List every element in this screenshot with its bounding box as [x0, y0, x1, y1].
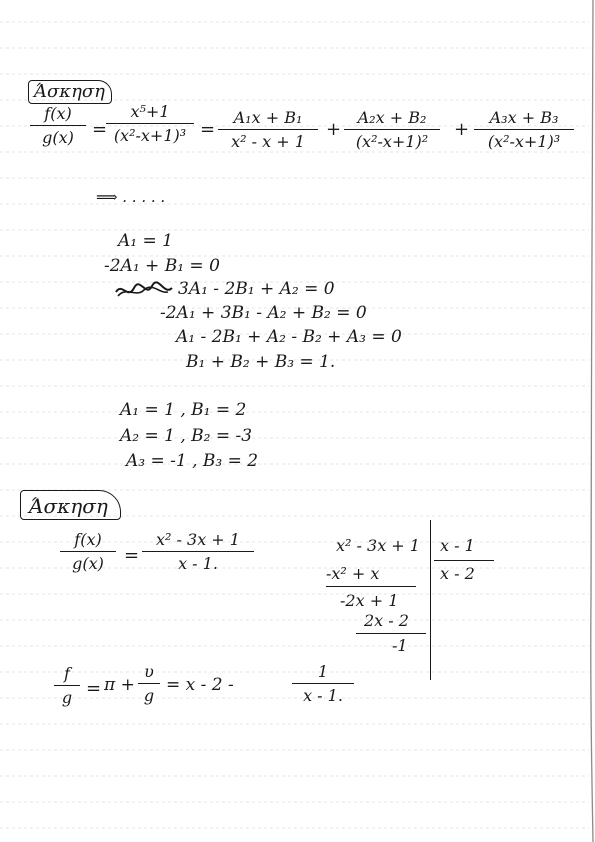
division-divisor: x - 1	[440, 536, 475, 555]
divisor-underline	[434, 560, 494, 561]
equals-sign: =	[200, 119, 216, 140]
s2-rhs-denominator: x - 1.	[178, 554, 218, 573]
result-polynomial: = x - 2 -	[166, 675, 234, 695]
s2-rhs-fraction	[142, 532, 254, 572]
solution-2: A₂ = 1 , B₂ = -3	[120, 426, 253, 446]
division-step-1: -x² + x	[326, 564, 380, 583]
exercise-1-heading: Άσκηση	[28, 80, 112, 104]
implies-arrow: ⟹ . . . . .	[96, 188, 166, 206]
equals-sign: =	[92, 119, 108, 140]
s1-term-2-numerator: A₂x + B₂	[357, 108, 427, 127]
s1-term-3-numerator: A₃x + B₃	[489, 108, 559, 127]
system-eq-4: -2A₁ + 3B₁ - A₂ + B₂ = 0	[160, 303, 367, 323]
s1-term-1-denominator: x² - x + 1	[231, 132, 305, 151]
division-rule-2	[356, 633, 426, 634]
fraction-bar	[474, 129, 574, 130]
plus-sign: +	[326, 119, 342, 140]
s1-term-3-denominator: (x²-x+1)³	[487, 132, 561, 151]
system-eq-1: A₁ = 1	[118, 231, 173, 251]
s1-rhs-denominator: (x²-x+1)³	[113, 126, 187, 145]
result-remainder-fraction	[292, 664, 354, 704]
fraction-bar	[60, 551, 116, 552]
s2-lhs-denominator: g(x)	[72, 554, 104, 573]
division-remainder: -1	[392, 636, 408, 655]
s1-rhs-numerator: x⁵+1	[130, 102, 170, 121]
result-lhs-fraction	[54, 666, 80, 706]
fraction-bar	[106, 123, 194, 124]
s1-lhs-denominator: g(x)	[42, 128, 74, 147]
fraction-bar	[30, 125, 86, 126]
scribble-mark	[114, 280, 174, 302]
s1-lhs-numerator: f(x)	[44, 104, 72, 123]
system-eq-5: A₁ - 2B₁ + A₂ - B₂ + A₃ = 0	[176, 327, 402, 347]
division-dividend: x² - 3x + 1	[336, 536, 420, 555]
system-eq-6: B₁ + B₂ + B₃ = 1.	[186, 352, 336, 372]
division-quotient: x - 2	[440, 564, 475, 583]
fraction-bar	[344, 129, 440, 130]
s2-lhs-numerator: f(x)	[74, 530, 102, 549]
fraction-bar	[142, 551, 254, 552]
s2-rhs-numerator: x² - 3x + 1	[156, 530, 240, 549]
result-mid-prefix: π +	[104, 675, 135, 695]
fraction-bar	[218, 129, 318, 130]
system-eq-2: -2A₁ + B₁ = 0	[104, 256, 220, 276]
plus-sign: +	[454, 119, 470, 140]
result-mid-denominator: g	[143, 686, 155, 705]
s1-term-1	[218, 110, 318, 150]
s1-term-1-numerator: A₁x + B₁	[233, 108, 303, 127]
s1-term-2-denominator: (x²-x+1)²	[355, 132, 429, 151]
solution-1: A₁ = 1 , B₁ = 2	[120, 400, 247, 420]
result-lhs-numerator: f	[64, 664, 70, 683]
s1-term-2	[344, 110, 440, 150]
s1-term-3	[474, 110, 574, 150]
division-rule-1	[326, 586, 416, 587]
result-mid-fraction	[138, 664, 160, 704]
system-eq-3: 3A₁ - 2B₁ + A₂ = 0	[178, 279, 335, 299]
s1-lhs-fraction	[30, 106, 86, 146]
result-remainder-numerator: 1	[317, 662, 329, 681]
s1-rhs-fraction	[106, 104, 194, 144]
division-remainder-1: -2x + 1	[340, 591, 399, 610]
page-edge	[589, 0, 595, 842]
division-step-2: 2x - 2	[364, 611, 409, 630]
exercise-2-heading: Άσκηση	[20, 490, 121, 520]
fraction-bar	[138, 683, 160, 684]
solution-3: A₃ = -1 , B₃ = 2	[126, 451, 259, 471]
division-vertical-bar	[430, 520, 431, 680]
result-mid-numerator: υ	[144, 662, 154, 681]
result-lhs-denominator: g	[61, 688, 73, 707]
equals-sign: =	[124, 545, 140, 566]
fraction-bar	[292, 683, 354, 684]
s2-lhs-fraction	[60, 532, 116, 572]
equals-sign: =	[86, 678, 102, 699]
fraction-bar	[54, 685, 80, 686]
result-remainder-denominator: x - 1.	[303, 686, 343, 705]
